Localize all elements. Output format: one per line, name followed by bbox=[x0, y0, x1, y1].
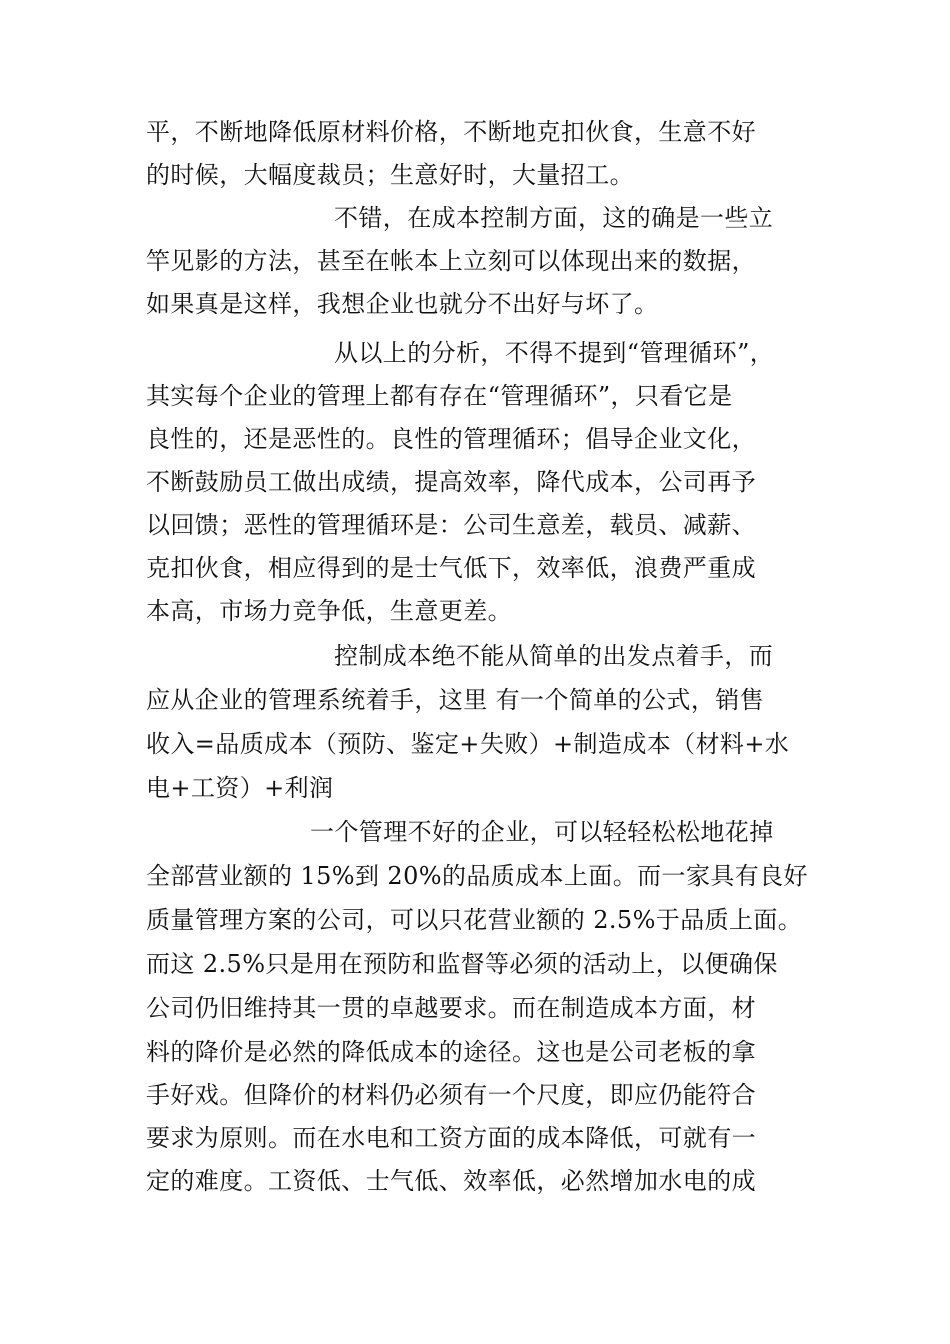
text-line: 平，不断地降低原材料价格，不断地克扣伙食，生意不好 bbox=[146, 118, 756, 146]
text-line: 其实每个企业的管理上都有存在“管理循环”，只看它是 bbox=[146, 382, 733, 410]
text-line: 应从企业的管理系统着手，这里 有一个简单的公式，销售 bbox=[146, 686, 765, 714]
text-line: 质量管理方案的公司，可以只花营业额的 2.5%于品质上面。 bbox=[146, 906, 803, 934]
paragraph-start-line: 不错，在成本控制方面，这的确是一些立 bbox=[334, 204, 774, 232]
text-line: 要求为原则。而在水电和工资方面的成本降低，可就有一 bbox=[146, 1124, 756, 1152]
text-line: 公司仍旧维持其一贯的卓越要求。而在制造成本方面，材 bbox=[146, 994, 756, 1022]
text-line: 而这 2.5%只是用在预防和监督等必须的活动上，以便确保 bbox=[146, 950, 778, 978]
text-line: 本高，市场力竞争低，生意更差。 bbox=[146, 597, 512, 625]
text-line: 以回馈；恶性的管理循环是：公司生意差，载员、减薪、 bbox=[146, 511, 756, 539]
text-line: 如果真是这样，我想企业也就分不出好与坏了。 bbox=[146, 290, 659, 318]
text-line: 收入=品质成本（预防、鉴定+失败）+制造成本（材料+水 bbox=[146, 730, 790, 758]
text-line: 克扣伙食，相应得到的是士气低下，效率低，浪费严重成 bbox=[146, 554, 756, 582]
text-line: 竿见影的方法，甚至在帐本上立刻可以体现出来的数据， bbox=[146, 247, 756, 275]
text-line: 不断鼓励员工做出成绩，提高效率，降代成本，公司再予 bbox=[146, 468, 756, 496]
paragraph-start-line: 从以上的分析，不得不提到“管理循环”， bbox=[334, 339, 775, 367]
paragraph-start-line: 一个管理不好的企业，可以轻轻松松地花掉 bbox=[310, 818, 774, 846]
text-line: 全部营业额的 15%到 20%的品质成本上面。而一家具有良好 bbox=[146, 862, 808, 890]
text-line: 电+工资）+利润 bbox=[146, 774, 334, 802]
text-line: 的时候，大幅度裁员；生意好时，大量招工。 bbox=[146, 161, 634, 189]
text-line: 良性的，还是恶性的。良性的管理循环；倡导企业文化， bbox=[146, 425, 756, 453]
paragraph-start-line: 控制成本绝不能从简单的出发点着手，而 bbox=[334, 642, 774, 670]
text-line: 料的降价是必然的降低成本的途径。这也是公司老板的拿 bbox=[146, 1038, 756, 1066]
text-line: 手好戏。但降价的材料仍必须有一个尺度，即应仍能符合 bbox=[146, 1081, 756, 1109]
text-line: 定的难度。工资低、士气低、效率低，必然增加水电的成 bbox=[146, 1167, 756, 1195]
